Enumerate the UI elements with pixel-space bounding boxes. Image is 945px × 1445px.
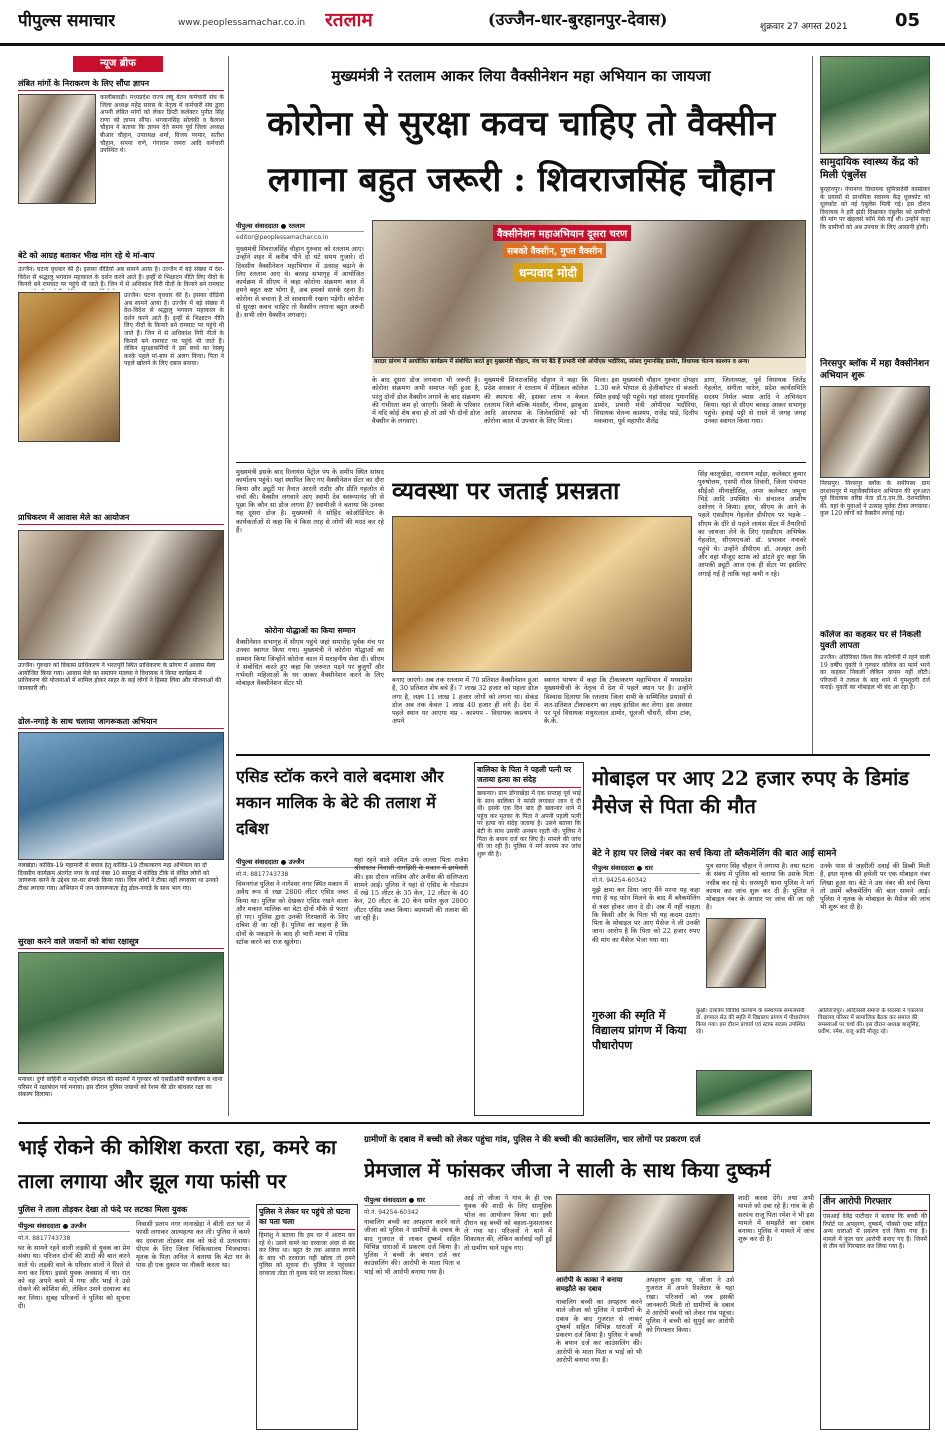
premjal-side-headline: तीन आरोपी गिरफ्तार [823, 1197, 927, 1211]
premjal-col1: नाबालिग बच्ची का अपहरण करने वाले जीजा को पुलिस ने ग्रामीणों के दबाव के बाद गुजरात से लाकर दुष्कर्म सहित विभिन्न धाराओं में प्रकरण दर्ज किया है। पुलिस ने बच्ची के बयान दर्ज कर काउंसलिंग की। आरोपी के माता पिता व भाई को भी आरोपी बनाया गया है। [364, 1218, 460, 1276]
bhai-byline-box [18, 1220, 130, 1242]
acid-body [236, 856, 468, 1116]
lead2-col2: बनाए जाएंगे। अब तक रतलाम में 70 प्रतिशत वैक्सीनेशन हुआ है, 30 प्रतिशत शेष बचे हैं। 7 लाख 32 हजार को पहला डोज लगा है, लक्ष्य 11 लाख 1 हजार लोगों को लगना था। सेकंड डोज अब तक केवल 1 लाख 40 हजार ही लगे हैं। देश में पहले स्थान पर आएगा मप्र - काश्यप - विधायक काश्यप ने अपने [392, 676, 538, 726]
guru-side-text: आलिराजपुर। आदिवासी समाज के सदस्यों ने एकलव्य विद्यालय परिसर में सामाजिक बैठक कर समाज की समस्याओं पर चर्चा की। इस दौरान अध्यक्ष बालूसिंह, प्रवीण, रमेश, राजू आदि मौजूद रहे। [818, 1008, 924, 1035]
lead-headline: कोरोना से सुरक्षा कवच चाहिए तो वैक्सीन लगाना बहुत जरूरी : शिवराजसिंह चौहान [266, 104, 776, 200]
lead-photo [372, 220, 806, 358]
ambulance-photo [820, 56, 930, 154]
lead-email: editor@peoplessamachar.co.in [236, 234, 329, 241]
mobile-phone: मो.नं. 94254-60342 [592, 877, 647, 884]
lead2-sub: कोरोना योद्धाओं का किया सम्मान [264, 626, 356, 635]
aatm-box [474, 762, 584, 1116]
premjal-phone: मो.नं. 94254-60342 [364, 1209, 419, 1216]
acid-col2: यहां रहने वाले अमित उर्फ लल्ला पिता राजेश श्रीवास्तव निवासी नागझिरी के मकान में छापेमारी की। इस दौरान नाजिम और अनीस की संलिप्तता सामने आई। पुलिस ने यहां से एसिड के गोडाउन में रखे 15 लीटर के 35 केन, 12 लीटर के 40 केन, 20 लीटर के 20 केन समेत कुल 2800 लीटर एसिड जब्त किया। बदमाशों की तलाश की जा रही है। [354, 856, 468, 923]
ghatna-box [256, 1204, 358, 1430]
lead-col1: मुख्यमंत्री शिवराजसिंह चौहान गुरुवार को रतलाम आए। उन्होंने शहर में करीब पौने दो घंटे समय गुजारे। दो दिवसीय वैक्सीनेशन महाभियान में उत्साह बढ़ाने के लिए रतलाम आए थे। बरवड़ सभागृह में आयोजित कार्यक्रम में सीएम ने कहा कोरोना संक्रमण काल में हमने बहुत कष्ट भोगा है, अब हमको सतर्क रहना है। कोरोना से बचाना है तो सावधानी रखना पड़ेगी। कोरोना से सुरक्षा कवच चाहिए तो वैक्सीन लगाना बहुत जरूरी है। सभी लोग वैक्सीन लगवाएं। [236, 245, 364, 320]
mobile-col3: उनके पास से जहरीली दवाई की डिब्बी मिली है, इधर मृतक की हथेली पर एक मोबाइल नंबर लिखा हुआ था। बेटे ने उस नंबर की सर्च किया तो उसमें ब्लैकमेलिंग की बात सामने आई। पुलिस ने मृतक के मोबाइल के मैसेज की जांच भी शुरू कर दी है। [820, 862, 930, 912]
premjal-byline-box [364, 1194, 460, 1216]
photo-banner-3: धन्यवाद मोदी [513, 263, 583, 282]
premjal-photo [556, 1194, 734, 1272]
lead-col4: मिला। इस मुख्यमंत्री चौहान गुरुवार दोपहर 1.30 बजे भोपाल से हेलीकॉप्टर से बंजली स्थित हवाई पट्टी पहुंचे। यहां सांसद गुमानसिंह डामोर, प्रभारी मंत्री ओपीएस भदौरिया, विधायक चेतन्य काश्यप, राजेंद्र पांडे, दिलीप मकवाना, पूर्व महापौर शैलेंद्र [594, 376, 698, 426]
lead-kicker: मुख्यमंत्री ने रतलाम आकर लिया वैक्सीनेशन महा अभियान का जायजा [331, 67, 711, 85]
brief3-caption: उज्जैन। गुरुवार को विकास प्राधिकरण ने भरतपुरी स्थित प्राधिकरण के प्रांगण में आवास मेला आयोजित किया गया। आवास मेले का समापन मालवा ने विधायक ने किया कार्यक्रम में प्राधिकरण की योजनाओं में शामिल होकर साहर के कई लोगों ने हिस्सा लिया और योजनाओं की जानकारी ली। [18, 662, 222, 692]
brief2-text-top: उज्जैन। घटना वृधवार की है। इसका वीडियो अब सामने आया है। उज्जैन में बड़े संख्या में देश-विदेश से श्रद्धालु भगवान महाकाल के दर्शन करने आते हैं। इन्हीं से भिक्षाटन नीति लिए नीदों के किनारे बने रामघाट पर पहुंचे थी जाते हैं। जिन में से अधिकांश निरी नीतों के किनारे बने रामघाट [18, 266, 224, 289]
right-b1-text: बुरहानपुर। नेपानगर विधायक सुमित्रादेवी कास्डेकर के प्रयासों से प्राथमिक स्वास्थ्य केंद्र धूलकोट को धूलकोट को नई एंबुलेंस मिली गई। इस दौरान विधायक ने हरी झंडी दिखाकर एंबुलेंस को ग्रामीणों की मांग पर खेहलसे फॉर्म मेसे गईं थी। उन्होंने कहा कि ग्रामीणों को अब उपचार के लिए आसानी होगी। [820, 186, 930, 231]
right-b1-headline: सामुदायिक स्वास्थ्य केंद्र को मिली एंबुलेंस [820, 157, 919, 181]
right-b2-text: निरसपुर। निरसपुर ब्लॉक के समीपस्थ ग्राम दरशासपुर में महावैक्सीनेशन अभियान की शुरुआत पूर्व विधायक वरिष्ठ नेता डॉ.ए.एम.वि. देशपालिया की. यहां के युवाओं ने उत्साह पूर्वक टीका लगवाया। कुल 120 लोगों को वैक्सीन लगाई गई। [820, 480, 930, 518]
lead-col3: मुख्यमंत्री शिवराजसिंह चौहान ने कहा कि प्रदेश सरकार ने रतलाम में मेडिकल कॉलेज की स्थापना की, इसका लाभ न केवल रतलाम जिले बल्कि मंदसौर, नीमच, झाबुआ आदि आसपास के जिलेवासियों को भी कोरोना काल में उपचार के लिए मिला। [484, 376, 588, 426]
premjal-headline: प्रेमजाल में फांसकर जीजा ने साली के साथ किया दुष्कर्म [364, 1158, 771, 1182]
acid-byline: पीपुल्स संवाददाता ● उज्जैन [236, 856, 468, 868]
ghatna-headline: पुलिस ने लेकर घर पहुंचे तो घटना का पता चला [259, 1207, 355, 1230]
bhai-headline: भाई रोकने की कोशिश करता रहा, कमरे का ताला लगाया और झूल गया फांसी पर [18, 1135, 337, 1193]
lead-byline: पीपुल्स संवाददाता ● रतलाम [236, 220, 364, 232]
lead2-rule [236, 462, 806, 463]
acid-col1: चिमनगंज पुलिस ने नागेश्वर नगर स्थित मकान में अवैध रूप से रखा 2800 लीटर एसिड जब्त किया था। पुलिस को देखकर एसिड रखने वाला और मकान मालिक का बेटा दोनों मौके से फरार हो गए। पुलिस द्वारा उनकी गिरफ्तारी के लिए दबिश दी जा रही है। पुलिस का कहना है कि दोनों के पकड़ाने के बाद ही भारी मात्रा में एसिड स्टॉक करने का राज खुलेगा। [236, 880, 348, 947]
guru-headline: गुरुआ की स्मृति में विद्यालय प्रांगण में किया पौधारोपण [592, 1009, 687, 1052]
premjal-col2: आई तो जीजा ने गांव के ही एक युवक की शादी के लिए सामूहिक भोज का आयोजन किया था। इसी दौरान वह बच्ची को बहला-फुसलाकर ले गया था। परिजनों ने थाने में शिकायत की, लेकिन कार्रवाई नहीं हुई तो ग्रामीण थाने पहुंच गए। [464, 1194, 552, 1252]
brief5-headline: सुरक्षा करने वाले जवानों को बांधा रक्षासूत्र [18, 936, 224, 949]
premjal-col1b: नाबालिग बच्ची का अपहरण करने वाले जीजा को पुलिस ने ग्रामीणों के दबाव के बाद गुजरात से लाकर दुष्कर्म सहित विभिन्न धाराओं में प्रकरण दर्ज किया है। पुलिस ने बच्ची के बयान दर्ज कर काउंसलिंग की। आरोपी के माता पिता व भाई को भी आरोपी बनाया गया है। [556, 1298, 642, 1365]
mid-rule [236, 754, 930, 756]
brief2-headline: बेटे को आग्रह बताकर भीख मांग रहे थे मां-बाप [18, 250, 224, 263]
aatm-text: खकनार। ग्राम डोंगरखेड़ा में एक सप्ताह पूर्व भाई के साथ बालिका ने फांसी लगाकर जान दे दी थी। इसके एक दिन बाद ही खकनार थाने में पहुंच कर मृतका के पिता ने अपनी पहली पत्नी पर हत्या का संदेह जताया है। उसने बताया कि बेटी के साथ उसकी अनबन रहती थी। पुलिस ने पिता के बयान दर्ज कर लिए हैं। मामले की जांच की जा रही है। पुलिस ने मर्ग कायम कर जांच शुरू की है। [477, 790, 581, 858]
premjal-body [364, 1194, 814, 1430]
premjal-col4: शादी करवा देंगे। तथा अभी मामले को दबा रहे हैं। गांव के ही सरपंच राजू पिता रमेश ने भी इस मामले में समझौते का दबाव बनाया। पुलिस ने मामले में जांच शुरू कर दी है। [738, 1194, 814, 1244]
premjal-kicker: ग्रामीणों के दबाव में बच्ची को लेकर पहुंचा गांव, पुलिस ने की बच्ची की काउंसलिंग, चार लोगों पर प्रकरण दर्ज [364, 1135, 701, 1145]
lead-col5: डागा, जिलाध्यक्ष, पूर्व विधायक जितेंद्र गेहलोत, संगीता चारेल, प्रदेश कार्यसमिति सदस्य निर्मल व्यास आदि ने अभिनंदन किया। यहां से सीएम बरवड़ आकर सभागृह पहुंचे। हवाई पट्टी से रास्ते में जगह जगह उनका स्वागत किया गया। [704, 376, 806, 426]
mobile-photo [706, 918, 766, 988]
brief1-headline: लंबित मांगों के निराकरण के लिए सौंपा ज्ञापन [18, 78, 224, 91]
lead2-headline: व्यवस्था पर जताई प्रसन्नता [392, 476, 620, 505]
mobile-deck: बेटे ने हाथ पर लिखे नंबर का सर्च किया तो ब्लैकमेलिंग की बात आई सामने [592, 849, 837, 859]
bhai-deck: पुलिस ने ताला तोड़कर देखा तो फंदे पर लटका मिला युवक [18, 1204, 250, 1218]
brief5-photo [18, 952, 224, 1074]
masthead [0, 0, 945, 46]
guru-text: कुक्षी। दत्तात्रेय विविधि कल्याण के संस्थापक समाजसेवी डॉ. इंगपाल सेठ की स्मृति में विद्यालय प्रांगण में पौधारोपण किया गया। इस दौरान प्राचार्य एवं स्टाफ सदस्य उपस्थित रहे। [696, 1008, 810, 1035]
brief3-photo [18, 530, 224, 660]
issue-date: शुक्रवार 27 अगस्त 2021 [760, 22, 848, 32]
lead2-col1: मुख्यमंत्री इसके बाद रिलायंस पेट्रोल पंप के समीप स्थित सांसद कार्यालय पहुंचे। यहां स्थापित किए गए वैक्सीनेशन सेंटर का दौरा किया और ड्यूटी पर तैनात आरती राठौर और प्रीति गहलोत से चर्चा की। वैक्सीन लगवाने आए स्वामी देव स्वरूपानंद जी से पूछा कि कौन सा डोज लगना है? स्वामीजी ने बताया कि उनका यह दूसरा डोज है। मुख्यमंत्री ने सोहिंद कोऑर्डिनेटर के कार्यकर्ताओं से कहा कि वे किस तरह से लोगों की मदद कर रहे हैं। [236, 468, 384, 535]
region-label: (उज्जैन-धार-बुरहानपुर-देवास) [488, 10, 668, 29]
brief4-photo [18, 732, 224, 860]
lead-col2: के बाद दूसरा डोज लगवाना भी जरूरी है। कोरोना संक्रमण अभी समाप्त नहीं हुआ है, परंतु दोनों डोज वैक्सीन लगाने के बाद संक्रमण की गंभीरता कम हो जाएगी। किसी के परिवार में यदि कोई शेष बचा हो तो उसे भी दोनों डोज वैक्सीन के लगवाएं। [372, 376, 480, 426]
brief4-caption: नलखेड़ा। कोविड-19 महामारी से बचाव हेतु कोविड-19 टीकाकरण महा अभियान का दो दिवसीय कार्यक्रम अंतर्गत नगर के वार्ड नंबर 10 सामुदा में कोविड टीके से वंचित लोगों को जागरूक करने के उद्देश्य घर-घर संपर्क किया गया। जिन लोगों ने टीका नहीं लगवाया था उनको टीका लगाया गया। अभियान में जन जागरूकता हेतु ढोल-नगाड़े के साथ भाग गए। [18, 862, 219, 892]
right-column [820, 56, 930, 758]
premjal-byline: पीपुल्स संवाददाता ● धार [364, 1194, 460, 1206]
bhai-body [18, 1220, 250, 1430]
right-divider [812, 56, 813, 756]
bhai-byline: पीपुल्स संवाददाता ● उज्जैन [18, 1220, 130, 1232]
lead-photo-caption: वरदार प्रांगण में आयोजित कार्यक्रम में संबोधित करते हुए मुख्यमंत्री चौहान, मंच पर बैठे हैं प्रभारी मंत्री ओपीएस भदौरिया, सांसद गुमानसिंह डामोर, विधायक चेतन्य काश्यप व अन्य। [372, 358, 806, 374]
left-column [18, 56, 224, 1098]
brief5-caption: मनावर। दुर्गा वाहिनी व मातृशक्ति संगठन की सदस्यों ने गुरुवार को एसडीओपी कार्यालय व थाना परिसर में रक्षाबंधन पर्व मनाया। इस दौरान पुलिस जवानों को रेशम की डोर बांधकर रक्षा का संकल्प दिलाया। [18, 1076, 223, 1098]
right-b3-headline: कॉलेज का कहकर घर से निकली युवती लापता [820, 630, 922, 651]
brief4-headline: ढोल-नगाड़े के साथ चलाया जागरूकता अभियान [18, 716, 224, 729]
photo-banner-2: सबको वैक्सीन, मुफ्त वैक्सीन [503, 243, 606, 258]
brief2-text: उज्जैन। घटना वृधवार की है। इसका वीडियो अब सामने आया है। उज्जैन में बड़े संख्या में देश-विदेश से श्रद्धालु भगवान महाकाल के दर्शन करने आते हैं। इन्हीं से भिक्षाटन नीति लिए नीदों के किनारे बने रामघाट पर पहुंचे थी जाते हैं। जिन में से अधिकांश निरी नीतों के किनारे बने रामघाट पर पहुंचे भी जाते हैं। लेकिन सुरक्षाकर्मियों ने इस बच्चे का रेस्क्यू करके पहले मां-बाप से अलग किया। पिता ने पहले खोलने के लिए दबाव बनाया। [124, 292, 224, 368]
brief1-photo [18, 94, 96, 204]
brand-logo: पीपुल्स समाचार [18, 11, 116, 31]
acid-headline: एसिड स्टॉक करने वाले बदमाश और मकान मालिक के बेटे की तलाश में दबिश [236, 767, 444, 838]
premjal-col3: अपहरण हुआ था, जीजा ने उसे गुजरात में अपने रिश्तेदार के यहां रखा। परिजनों को जब इसकी जानकारी मिली तो ग्रामीणों के दबाव में आरोपी बच्ची को लेकर गांव पहुंचा। पुलिस ने बच्ची को सुपुर्द कर आरोपी को गिरफ्तार किया। [646, 1276, 734, 1334]
mobile-col2: पुत्र सागर सिंह चौहान ने लगाया है। तथा घटना के संबंध में पुलिस को बताया कि उसके पिता नसीब कर रहे थे। धरमपुरी थाना पुलिस ने मर्ग कायम कर जांच शुरू कर दी है। पुलिस ने मोबाइल नंबर के आधार पर जांच की जा रही है। [706, 862, 814, 912]
premjal-side-box [820, 1194, 930, 1430]
lead2-col4: सिंह कालूखेड़ा, नारायण मईड़ा, कलेक्टर कुमार पुरुषोत्तम, एसपी गौरव तिवारी, जिला पंचायत सीईओ मीनाक्षीसिंह, अपर कलेक्टर जमुना भिड़े आदि उपस्थित थे। संचालन आशीष दशोत्तर ने किया। इधर, सीएम के आने के पहले एसडीएम गेहलोत डीपीएम पर भड़के - सीएम के दौरे से पहले लायंस सेंटर में तैयारियों का जायजा लेने के लिए एसडीएम अभिषेक गेहलोत, सीएमएचओ डॉ. प्रभाकर ननावरे पहुंचे थे। उन्होंने डीपीएम डॉ. अजहर अली और वहां मौजूद स्टाफ को डांटते हुए कहा कि आपकी ड्यूटी आज एक ही सेंटर पर इसलिए लगाई गई है ताकि यहां कमी न रहे। [698, 470, 806, 578]
left-divider [228, 56, 229, 1116]
guru-box [592, 1008, 812, 1116]
city-label: रतलाम [325, 9, 373, 31]
mobile-byline-box [592, 862, 700, 884]
mobile-col1: मुझे क्षमा कर दिया जाए मैंने मरना यह कहा गया है यह फोन मिलने के बाद मैं ब्लैकमेलिंग से त्रस्त होकर जान दे दी। अब मैं नहीं चाहता कि किसी और के पिता भी यह कदम उठाएं। पिता के मोबाइल पर आए मैसेज ने ली उनकी जान। आरोप है कि पिता को 22 हजार रुपए की मांग का मैसेज भेजा गया था। [592, 886, 700, 944]
right-b2-photo [820, 386, 930, 478]
brief1-text: कालीबावड़ी। मध्यप्रदेश राज्य लघु वेतन कर्मचारी संघ के जिला अध्यक्ष महेंद्र सारस के नेतृत्व में कर्मचारी संघ द्वारा अपनी लंबित मांगों को लेकर डिप्टी कलेक्टर पुनीत सिंह राणा को ज्ञापन सौंपा। भगवानसिंह सोलंकी व कैलाश चौहान ने बताया कि ज्ञापन देते समय पूर्व जिला अध्यक्ष बीआर चौहान, उपाध्यक्ष शर्मा, विजय परमार, सतीश चौहान, सपना राणे, गंगाराम जमरा आदि कर्मचारी उपस्थित थे। [100, 94, 224, 155]
bottom-rule [18, 1122, 930, 1124]
bhai-col1: घर के सामने रहने वाली लड़की से युवक का प्रेम संबंध था। परिजन दोनों की शादी की बात करने वाले थे। लड़की वाले के परिवार वालों ने रिश्ते से मना कर दिया। इससे युवक अवसाद में था। रात को वह अपने कमरे में गया और भाई ने उसे रोकने की कोशिश की, लेकिन उसने दरवाजा बंद कर लिया। सुबह परिजनों ने पुलिस को सूचना दी। [18, 1244, 130, 1311]
aatm-headline: बालिका के पिता ने पहली पत्नी पर जताया हत्या का संदेह [477, 765, 581, 788]
bhai-phone: मो.नं. 8817743738 [18, 1235, 71, 1242]
mobile-headline: मोबाइल पर आए 22 हजार रुपए के डिमांड मैसेज से पिता की मौत [592, 766, 910, 818]
photo-banner-1: वैक्सीनेशन महाअभियान दूसरा चरण [493, 225, 631, 241]
site-url: www.peoplessamachar.co.in [178, 18, 306, 28]
lead2-col1b: वैक्सीनेशन सभागृह में सीएम पहुंचे जहां समारोह पूर्वक मंच पर उनका स्वागत किया गया। मुख्यमंत्री ने कोरोना योद्धाओं का सम्मान किया जिन्होंने कोरोना काल में सराहनीय सेवा दी। सीएम ने संबोधित करते हुए कहा कि जरूरत पड़ने पर बुजुर्गों और गर्भवती महिलाओं के घर जाकर वैक्सीनेशन करने के लिए मोबाइल वैक्सीनेशन सेंटर भी [236, 638, 384, 688]
right-b2-headline: निरसपुर ब्लॉक में महा वैक्सीनेशन अभियान शुरू [820, 359, 930, 381]
premjal-sub: आरोपी के काका ने बनाया समझौते का दबाव [556, 1276, 623, 1293]
news-brief-tag: न्यूज ब्रीफ [73, 56, 163, 72]
guru-photo [696, 1070, 812, 1116]
ghatna-text: हिमांशु ने बताया कि हम घर में आराम कर रहे थे। उसने कमरे का दरवाजा अंदर से बंद कर लिया था। बहुत देर तक आवाज लगाने के बाद भी दरवाजा नहीं खोला तो हमने पुलिस को सूचना दी। पुलिस ने पहुंचकर दरवाजा तोड़ा तो युवक फंदे पर लटका मिला। [259, 1232, 355, 1277]
brief3-headline: प्राधिकरण में आवास मेले का आयोजन [18, 512, 224, 525]
bhai-col2: निवासी प्रताप नगर नानाखेड़ा ने बीती रात घर में फांसी लगाकर आत्महत्या कर ली। पुलिस ने कमरे का दरवाजा तोड़कर शव को फंदे से उतरवाया। पीएम के लिए जिला चिकित्सालय भिजवाया। मृतक के पिता अनिल ने बताया कि बेटा घर के पास ही एक दुकान पर नौकरी करता था। [136, 1220, 250, 1270]
brief2-photo [18, 292, 120, 442]
premjal-side-text: एसआई देवेंद्र पाटीदार ने बताया कि बच्ची की रिपोर्ट पर अपहरण, दुष्कर्म, पॉक्सो एक्ट सहित अन्य धाराओं में प्रकरण दर्ज किया गया है। मामले में कुल चार आरोपी बनाए गए हैं। जिनमें से तीन को गिरफ्तार कर लिया गया है। [823, 1213, 927, 1251]
page-number: 05 [895, 10, 921, 31]
acid-phone: मो.नं. 8817743738 [236, 871, 289, 878]
mobile-byline: पीपुल्स संवाददाता ● धार [592, 862, 700, 874]
right-b3-text: उज्जैन। अंतिरिक्त विश्व वैक कॉलोनी में रहने वाली 19 वर्षीय युवती ने गुरुवार कॉलेज का फार्म भरने का कहकर निकली लेकिन वापस नहीं लौटी। परिजनों ने तलाश के बाद थाने में गुमशुदगी दर्ज कराई। युवती का मोबाइल भी बंद आ रहा है। [820, 654, 930, 692]
lead2-photo [392, 516, 692, 672]
lead2-col3: स्वागत भाषण में कहा कि टीकाकरण महाभियान में मध्यप्रदेश मुख्यमंत्रीजी के नेतृत्व में देश में पहले स्थान पर है। उन्होंने विश्वास दिलाया कि रतलाम जिला सभी के सम्मिलित प्रयासों से शत-प्रतिशत टीकाकरण का लक्ष्य हासिल कर लेगा। इस अवसर पर पूर्व विधायक मथुरालाल डामोर, धूलजी चौधरी, सीमा टांक, के.के. [544, 676, 692, 726]
